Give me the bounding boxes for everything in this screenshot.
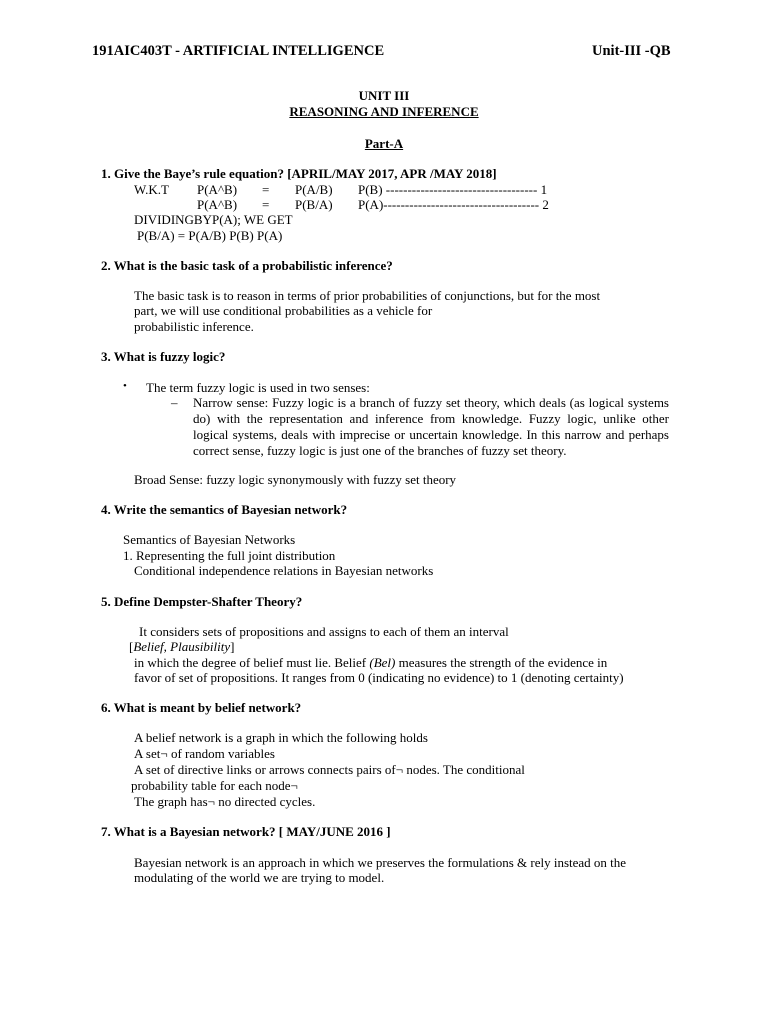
q5-line2 — [129, 639, 234, 655]
unit-heading: UNIT III — [358, 88, 410, 103]
question-7: 7. What is a Bayesian network? [ MAY/JUNE 2016 ] — [101, 824, 391, 839]
q6-line3: A set of directive links or arrows connects pairs of¬ nodes. The conditional — [134, 762, 525, 777]
question-2: 2. What is the basic task of a probabilistic inference? — [101, 258, 393, 273]
q1-line1-eq: = — [262, 182, 270, 197]
q4-line1: Semantics of Bayesian Networks — [123, 532, 296, 547]
q2-line2: part, we will use conditional probabilities as a vehicle for — [134, 303, 433, 318]
q1-line1-rhs: P(A/B) — [295, 182, 333, 197]
question-1: 1. Give the Baye’s rule equation? [APRIL/MAY 2017, APR /MAY 2018] — [101, 166, 497, 181]
q5-line3-a: in which the degree of belief must lie. Belief — [134, 655, 370, 670]
q5-belief-plausibility: Belief, Plausibility — [133, 639, 231, 654]
q4-line2: 1. Representing the full joint distribution — [123, 548, 336, 563]
q1-line1-wkt: W.K.T — [134, 182, 169, 197]
q6-line4: probability table for each node¬ — [131, 778, 298, 793]
q1-line3: DIVIDINGBYP(A); WE GET — [134, 212, 293, 227]
unit-tag: Unit-III -QB — [592, 43, 671, 59]
q5-line4: favor of set of propositions. It ranges from 0 (indicating no evidence) to 1 (denoting certainty) — [134, 670, 624, 685]
question-6: 6. What is meant by belief network? — [101, 700, 302, 715]
q7-line2: modulating of the world we are trying to model. — [134, 870, 385, 885]
question-3: 3. What is fuzzy logic? — [101, 349, 226, 364]
q5-bel: (Bel) — [369, 655, 396, 670]
q5-line3 — [134, 655, 607, 671]
q1-line2-lhs: P(A^B) — [197, 197, 238, 212]
q1-line1-tail: P(B) ----------------------------------- 1 — [358, 182, 548, 197]
q5-bracket-close: ] — [230, 639, 235, 654]
q1-line2-eq: = — [262, 197, 270, 212]
q3-broad-sense: Broad Sense: fuzzy logic synonymously with fuzzy set theory — [134, 472, 457, 487]
q5-line3-b: measures the strength of the evidence in — [395, 655, 608, 670]
bullet-marker: • — [123, 380, 127, 392]
course-title: 191AIC403T - ARTIFICIAL INTELLIGENCE — [92, 43, 385, 59]
q5-line1: It considers sets of propositions and assigns to each of them an interval — [139, 624, 509, 639]
q1-line4: P(B/A) = P(A/B) P(B) P(A) — [137, 228, 283, 243]
q2-line1: The basic task is to reason in terms of prior probabilities of conjunctions, but for the most — [134, 288, 601, 303]
q1-line1-lhs: P(A^B) — [197, 182, 238, 197]
q4-line3: Conditional independence relations in Bayesian networks — [134, 563, 434, 578]
q1-line2-tail: P(A)------------------------------------ 2 — [358, 197, 549, 212]
dash-marker: – — [171, 395, 178, 410]
q6-line5: The graph has¬ no directed cycles. — [134, 794, 316, 809]
q1-line2-rhs: P(B/A) — [295, 197, 333, 212]
q7-line1: Bayesian network is an approach in which we preserves the formulations & rely instead on the — [134, 855, 627, 870]
part-heading: Part-A — [364, 136, 404, 151]
q3-bullet-text: The term fuzzy logic is used in two senses: — [146, 380, 370, 395]
question-5: 5. Define Dempster-Shafter Theory? — [101, 594, 303, 609]
q3-narrow-sense: Narrow sense: Fuzzy logic is a branch of fuzzy set theory, which deals (as logical systems do) with the representation and inference from knowledge. Fuzzy logic, unlike other logical systems, deals with imprecise or uncertain knowledge. In this narrow and perhaps correct sense, fuzzy logic is just one of the branches of fuzzy set theory. — [193, 395, 669, 458]
q6-line2: A set¬ of random variables — [134, 746, 275, 761]
q6-line1: A belief network is a graph in which the following holds — [134, 730, 428, 745]
question-4: 4. Write the semantics of Bayesian network? — [101, 502, 348, 517]
topic-heading: REASONING AND INFERENCE — [289, 104, 479, 119]
q5-bracket-open: [ — [129, 639, 134, 654]
q2-line3: probabilistic inference. — [134, 319, 254, 334]
